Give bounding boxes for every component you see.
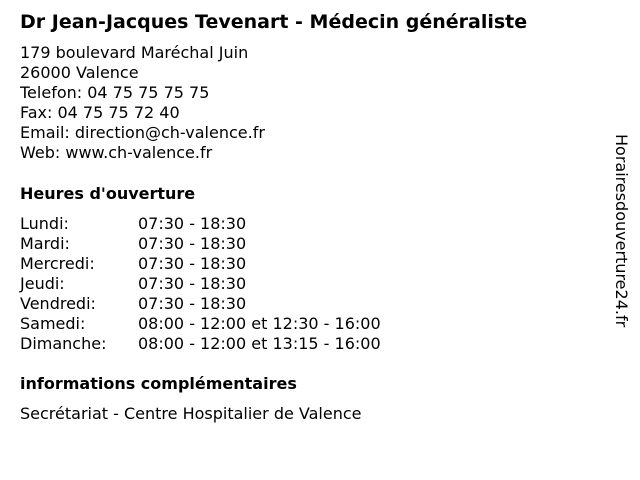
hours-day: Jeudi: <box>20 274 65 293</box>
site-watermark: Horairesdouverture24.fr <box>612 134 631 328</box>
hours-day: Samedi: <box>20 314 86 333</box>
fax-number: Fax: 04 75 75 72 40 <box>20 103 180 122</box>
email-address: Email: direction@ch-valence.fr <box>20 123 265 142</box>
hours-time: 07:30 - 18:30 <box>138 214 247 233</box>
hours-row-vendredi <box>20 294 440 314</box>
info-heading: informations complémentaires <box>20 374 297 393</box>
hours-time: 07:30 - 18:30 <box>138 294 247 313</box>
hours-time: 08:00 - 12:00 et 12:30 - 16:00 <box>138 314 381 333</box>
hours-table <box>20 214 440 354</box>
hours-row-samedi <box>20 314 440 334</box>
hours-day: Mardi: <box>20 234 70 253</box>
address-city: 26000 Valence <box>20 63 139 82</box>
hours-time: 07:30 - 18:30 <box>138 274 247 293</box>
website-address: Web: www.ch-valence.fr <box>20 143 213 162</box>
hours-row-dimanche <box>20 334 440 354</box>
hours-row-jeudi <box>20 274 440 294</box>
hours-time: 08:00 - 12:00 et 13:15 - 16:00 <box>138 334 381 353</box>
address-street: 179 boulevard Maréchal Juin <box>20 43 249 62</box>
hours-row-lundi <box>20 214 440 234</box>
hours-time: 07:30 - 18:30 <box>138 234 247 253</box>
contact-block <box>20 43 265 163</box>
hours-day: Vendredi: <box>20 294 96 313</box>
hours-row-mercredi <box>20 254 440 274</box>
hours-heading: Heures d'ouverture <box>20 184 196 203</box>
hours-row-mardi <box>20 234 440 254</box>
phone-number: Telefon: 04 75 75 75 75 <box>20 83 210 102</box>
hours-day: Dimanche: <box>20 334 107 353</box>
hours-day: Mercredi: <box>20 254 95 273</box>
page-title: Dr Jean-Jacques Tevenart - Médecin généraliste <box>20 11 528 33</box>
hours-day: Lundi: <box>20 214 69 233</box>
info-text: Secrétariat - Centre Hospitalier de Valence <box>20 404 362 423</box>
hours-time: 07:30 - 18:30 <box>138 254 247 273</box>
